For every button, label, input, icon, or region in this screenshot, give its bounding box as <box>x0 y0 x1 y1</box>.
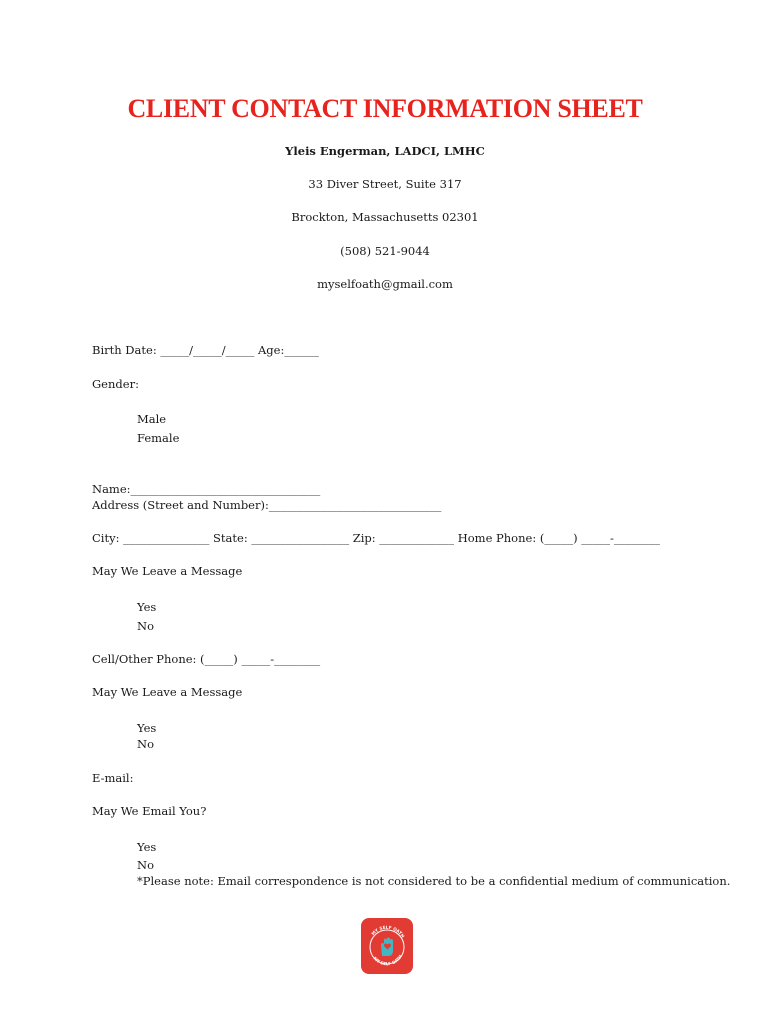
birth-date-age-field[interactable]: Birth Date: _____/_____/_____ Age:______ <box>92 343 319 357</box>
address-field[interactable]: Address (Street and Number):______________________________ <box>92 498 442 512</box>
email-no[interactable]: No <box>137 858 154 872</box>
gender-option-male[interactable]: Male <box>137 412 167 426</box>
name-field[interactable]: Name:_________________________________ <box>92 482 321 496</box>
message-label-cell: May We Leave a Message <box>92 685 243 699</box>
message-cell-no[interactable]: No <box>137 737 154 751</box>
office-phone: (508) 521-9044 <box>340 244 430 258</box>
hand-heart-logo-icon <box>361 918 413 974</box>
gender-label: Gender: <box>92 377 139 391</box>
logo-top-text: MY SELF OATH <box>370 924 406 939</box>
message-home-no[interactable]: No <box>137 619 154 633</box>
email-field[interactable]: E-mail: <box>92 771 134 785</box>
street-address: 33 Diver Street, Suite 317 <box>308 177 462 191</box>
office-email: myselfoath@gmail.com <box>317 277 453 291</box>
email-question: May We Email You? <box>92 804 207 818</box>
logo-bottom-text: MY SELF OATH <box>372 953 404 967</box>
cell-phone-field[interactable]: Cell/Other Phone: (_____) _____-________ <box>92 652 321 666</box>
page-title: CLIENT CONTACT INFORMATION SHEET <box>127 94 643 123</box>
svg-text:MY SELF OATH <box>370 925 405 939</box>
city-state-zip-phone-field[interactable]: City: _______________ State: _________________ Zip: _____________ Home Phone: (_____) _____-________ <box>92 531 660 545</box>
message-home-yes[interactable]: Yes <box>137 600 157 614</box>
message-cell-yes[interactable]: Yes <box>137 721 157 735</box>
provider-name: Yleis Engerman, LADCI, LMHC <box>285 144 485 158</box>
email-yes[interactable]: Yes <box>137 840 157 854</box>
city-state-zip: Brockton, Massachusetts 02301 <box>291 210 479 224</box>
gender-option-female[interactable]: Female <box>137 431 180 445</box>
email-confidentiality-note: *Please note: Email correspondence is not considered to be a confidential medium of communication. <box>137 874 731 888</box>
message-label-home: May We Leave a Message <box>92 564 243 578</box>
